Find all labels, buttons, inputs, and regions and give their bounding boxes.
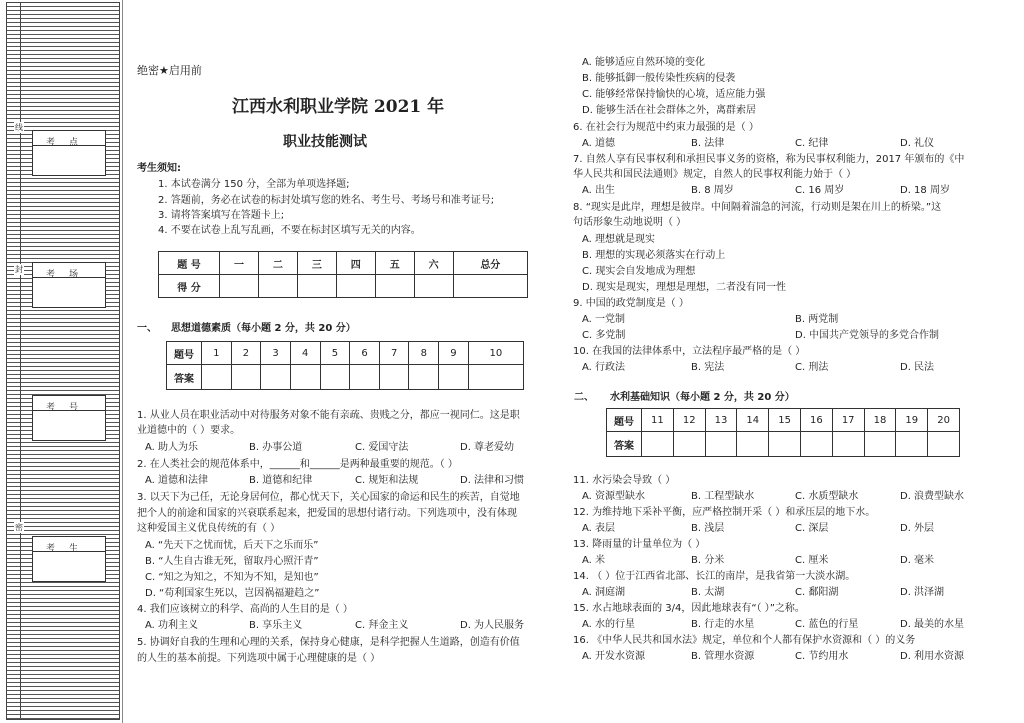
- exam-number-label: 考号: [45, 403, 92, 413]
- score-cell[interactable]: [220, 275, 259, 298]
- question-number: 16: [800, 409, 832, 432]
- binding-strip: [6, 2, 118, 718]
- answer-cell[interactable]: [769, 432, 801, 457]
- score-head: 题 号: [159, 252, 220, 275]
- notice-heading: 考生须知:: [137, 163, 181, 174]
- option: C. 蓝色的行星: [795, 619, 859, 630]
- score-cell[interactable]: [297, 275, 336, 298]
- score-head: 六: [414, 252, 453, 275]
- score-head: 五: [375, 252, 414, 275]
- option: C. 16 周岁: [795, 185, 845, 196]
- option: B. 分米: [691, 555, 725, 566]
- question-number: 9: [439, 342, 469, 365]
- option: D. 最美的水星: [900, 619, 965, 630]
- answer-cell[interactable]: [261, 365, 291, 390]
- option: C. 规矩和法规: [355, 475, 419, 486]
- option: B. 办事公道: [249, 442, 303, 453]
- option: C. 深层: [795, 523, 829, 534]
- exam-room-label: 考场: [45, 270, 92, 280]
- question-text: 11. 水污染会导致（ ）: [573, 475, 676, 486]
- answer-cell[interactable]: [202, 365, 232, 390]
- question-number: 12: [673, 409, 705, 432]
- answer-cell[interactable]: [673, 432, 705, 457]
- exam-site-label: 考点: [45, 138, 92, 148]
- strip-border: [122, 0, 123, 723]
- score-cell[interactable]: [375, 275, 414, 298]
- option: A. 功利主义: [145, 620, 199, 631]
- question-number: 20: [928, 409, 960, 432]
- question-text: 15. 水占地球表面的 3/4，因此地球表有“（ ）”之称。: [573, 603, 805, 614]
- option: D. 利用水资源: [900, 651, 965, 662]
- notice-item: 2. 答题前，务必在试卷的标封处填写您的姓名、考生号、考场号和准考证号;: [158, 195, 495, 206]
- answer-cell[interactable]: [737, 432, 769, 457]
- question-text: 2. 在人类社会的规范体系中，______和______是两种最重要的规范。（ ）: [137, 459, 458, 470]
- option: B. 行走的水星: [691, 619, 755, 630]
- question-text: 14. （ ）位于江西省北部、长江的南岸，是我省第一大淡水湖。: [573, 571, 856, 582]
- option: C. 拜金主义: [355, 620, 409, 631]
- answer-cell[interactable]: [896, 432, 928, 457]
- question-number: 1: [202, 342, 232, 365]
- option: B. 管理水资源: [691, 651, 755, 662]
- option: A. 米: [582, 555, 606, 566]
- ruled-lines: [6, 2, 120, 720]
- score-head: 一: [220, 252, 259, 275]
- section2-answer-table: [606, 408, 960, 457]
- option: B. 享乐主义: [249, 620, 303, 631]
- question-text: 华人民共和国民法通则》规定，自然人的民事权利能力始于（ ）: [573, 169, 857, 180]
- question-number: 3: [261, 342, 291, 365]
- option: D. 洪泽湖: [900, 587, 945, 598]
- option: B. “人生自古谁无死，留取丹心照汗青”: [145, 556, 319, 567]
- option: A. 资源型缺水: [582, 491, 646, 502]
- answer-cell[interactable]: [864, 432, 896, 457]
- option: B. 道德和纪律: [249, 475, 313, 486]
- score-head: 二: [258, 252, 297, 275]
- seal-mark-feng: 封: [15, 265, 23, 274]
- option: C. 厘米: [795, 555, 829, 566]
- option: C. 水质型缺水: [795, 491, 859, 502]
- score-head: 三: [297, 252, 336, 275]
- question-number: 18: [864, 409, 896, 432]
- option: A. 道德和法律: [145, 475, 209, 486]
- answer-head-label: 题号: [167, 342, 202, 365]
- question-text: 16. 《中华人民共和国水法》规定，单位和个人都有保护水资源和（ ）的义务: [573, 635, 916, 646]
- option: D. 外层: [900, 523, 935, 534]
- answer-cell[interactable]: [320, 365, 350, 390]
- answer-cell[interactable]: [379, 365, 409, 390]
- notice-item: 4. 不要在试卷上乱写乱画，不要在标封区填写无关的内容。: [158, 225, 421, 236]
- option: C. 节约用水: [795, 651, 849, 662]
- question-number: 8: [409, 342, 439, 365]
- score-head: 四: [336, 252, 375, 275]
- option: B. 工程型缺水: [691, 491, 755, 502]
- answer-head-label: 题号: [607, 409, 642, 432]
- option: D. 民法: [900, 362, 935, 373]
- question-text: 4. 我们应该树立的科学、高尚的人生目的是（ ）: [137, 604, 353, 615]
- answer-cell[interactable]: [290, 365, 320, 390]
- option: A. 道德: [582, 138, 616, 149]
- page-subtitle: 职业技能测试: [283, 134, 367, 150]
- option: D. 法律和习惯: [460, 475, 525, 486]
- question-number: 14: [737, 409, 769, 432]
- section1-answer-table: [166, 341, 524, 390]
- answer-cell[interactable]: [409, 365, 439, 390]
- score-cell[interactable]: [336, 275, 375, 298]
- answer-cell[interactable]: [705, 432, 737, 457]
- option: A. 洞庭湖: [582, 587, 626, 598]
- option: D. 尊老爱幼: [460, 442, 515, 453]
- notice-item: 3. 请将答案填写在答题卡上;: [158, 210, 285, 221]
- score-head: 总分: [453, 252, 527, 275]
- option: B. 8 周岁: [691, 185, 734, 196]
- option: B. 宪法: [691, 362, 725, 373]
- option: C. 爱国守法: [355, 442, 409, 453]
- option: D. 18 周岁: [900, 185, 950, 196]
- answer-cell[interactable]: [800, 432, 832, 457]
- option: A. “先天下之忧而忧，后天下之乐而乐”: [145, 540, 319, 551]
- option: C. 多党制: [582, 330, 626, 341]
- examinee-box[interactable]: [32, 536, 106, 582]
- option: A. 理想就是现实: [582, 234, 656, 245]
- exam-site-box[interactable]: [32, 130, 106, 176]
- option: B. 法律: [691, 138, 725, 149]
- question-text: 这种爱国主义优良传统的有（ ）: [137, 523, 281, 534]
- question-number: 13: [705, 409, 737, 432]
- question-number: 11: [642, 409, 674, 432]
- option: D. 为人民服务: [460, 620, 525, 631]
- option: B. 浅层: [691, 523, 725, 534]
- score-row-label: 得 分: [159, 275, 220, 298]
- section1-number: 一、: [137, 323, 157, 334]
- question-number: 10: [468, 342, 523, 365]
- question-text: 6. 在社会行为规范中约束力最强的是（ ）: [573, 122, 759, 133]
- option: D. 现实是现实，理想是理想，二者没有同一性: [582, 282, 787, 293]
- option: D. 礼仪: [900, 138, 935, 149]
- score-cell[interactable]: [453, 275, 527, 298]
- question-text: 12. 为维持地下采补平衡，应严格控制开采（ ）和承压层的地下水。: [573, 507, 876, 518]
- question-text: 9. 中国的政党制度是（ ）: [573, 298, 689, 309]
- seal-mark-mi: 密: [15, 523, 23, 532]
- option: D. 能够生活在社会群体之外，离群索居: [582, 105, 757, 116]
- seal-mark-xian: 线: [15, 123, 23, 132]
- answer-cell[interactable]: [468, 365, 523, 390]
- option: C. 纪律: [795, 138, 829, 149]
- option: A. 出生: [582, 185, 616, 196]
- section1-title: 思想道德素质（每小题 2 分，共 20 分）: [171, 323, 356, 334]
- question-text: 句话形象生动地说明（ ）: [573, 217, 687, 228]
- score-table: [158, 251, 528, 298]
- section2-title: 水利基础知识（每小题 2 分，共 20 分）: [610, 392, 795, 403]
- option: D. 毫米: [900, 555, 935, 566]
- option: C. “知之为知之，不知为不知，是知也”: [145, 572, 319, 583]
- answer-cell[interactable]: [439, 365, 469, 390]
- question-number: 5: [320, 342, 350, 365]
- question-text: 的人生的基本前提。下列选项中属于心理健康的是（ ）: [137, 653, 381, 664]
- question-number: 7: [379, 342, 409, 365]
- notice-item: 1. 本试卷满分 150 分，全部为单项选择题;: [158, 179, 350, 190]
- question-number: 19: [896, 409, 928, 432]
- question-text: 业道德中的（ ）要求。: [137, 425, 241, 436]
- option: A. 能够适应自然环境的变化: [582, 57, 706, 68]
- page-title: 江西水利职业学院 2021 年: [232, 97, 445, 117]
- score-cell[interactable]: [414, 275, 453, 298]
- option: A. 助人为乐: [145, 442, 199, 453]
- option: A. 开发水资源: [582, 651, 646, 662]
- question-text: 13. 降雨量的计量单位为（ ）: [573, 539, 706, 550]
- option: C. 现实会自发地成为理想: [582, 266, 696, 277]
- question-text: 7. 自然人享有民事权利和承担民事义务的资格，称为民事权利能力，2017 年颁布的《中: [573, 154, 965, 165]
- question-number: 15: [769, 409, 801, 432]
- question-text: 1. 从业人员在职业活动中对待服务对象不能有亲疏、贵贱之分，都应一视同仁。这是职: [137, 410, 520, 421]
- answer-row-label: 答案: [167, 365, 202, 390]
- question-number: 2: [231, 342, 261, 365]
- option: C. 鄱阳湖: [795, 587, 839, 598]
- option: B. 太湖: [691, 587, 725, 598]
- option: A. 行政法: [582, 362, 626, 373]
- question-text: 10. 在我国的法律体系中，立法程序最严格的是（ ）: [573, 346, 806, 357]
- option: D. 浪费型缺水: [900, 491, 965, 502]
- question-text: 8. “现实是此岸，理想是彼岸。中间隔着湍急的河流，行动则是架在川上的桥梁。”这: [573, 202, 942, 213]
- option: A. 水的行星: [582, 619, 636, 630]
- option: C. 刑法: [795, 362, 829, 373]
- question-text: 把个人的前途和国家的兴衰联系起来，把爱国的思想付诸行动。下列选项中，没有体现: [137, 508, 517, 519]
- examinee-label: 考生: [45, 544, 92, 554]
- answer-cell[interactable]: [928, 432, 960, 457]
- question-text: 3. 以天下为己任，无论身居何位，都心忧天下，关心国家的命运和民生的疾苦，自觉地: [137, 492, 520, 503]
- section2-number: 二、: [574, 392, 594, 403]
- question-number: 4: [290, 342, 320, 365]
- exam-number-box[interactable]: [32, 395, 106, 441]
- answer-cell[interactable]: [231, 365, 261, 390]
- score-cell[interactable]: [258, 275, 297, 298]
- answer-cell[interactable]: [642, 432, 674, 457]
- option: B. 理想的实现必须落实在行动上: [582, 250, 726, 261]
- answer-cell[interactable]: [350, 365, 380, 390]
- answer-cell[interactable]: [832, 432, 864, 457]
- option: D. 中国共产党领导的多党合作制: [795, 330, 940, 341]
- question-number: 17: [832, 409, 864, 432]
- question-number: 6: [350, 342, 380, 365]
- question-text: 5. 协调好自我的生理和心理的关系，保持身心健康，是科学把握人生道路，创造有价值: [137, 637, 520, 648]
- seal-line: [20, 2, 21, 718]
- option: B. 两党制: [795, 314, 839, 325]
- option: A. 表层: [582, 523, 616, 534]
- option: A. 一党制: [582, 314, 626, 325]
- option: B. 能够抵御一般传染性疾病的侵袭: [582, 73, 736, 84]
- answer-row-label: 答案: [607, 432, 642, 457]
- confidential-mark: 绝密★启用前: [137, 64, 202, 77]
- exam-room-box[interactable]: [32, 262, 106, 308]
- option: D. “苟利国家生死以，岂因祸福避趋之”: [145, 588, 320, 599]
- option: C. 能够经常保持愉快的心境，适应能力强: [582, 89, 766, 100]
